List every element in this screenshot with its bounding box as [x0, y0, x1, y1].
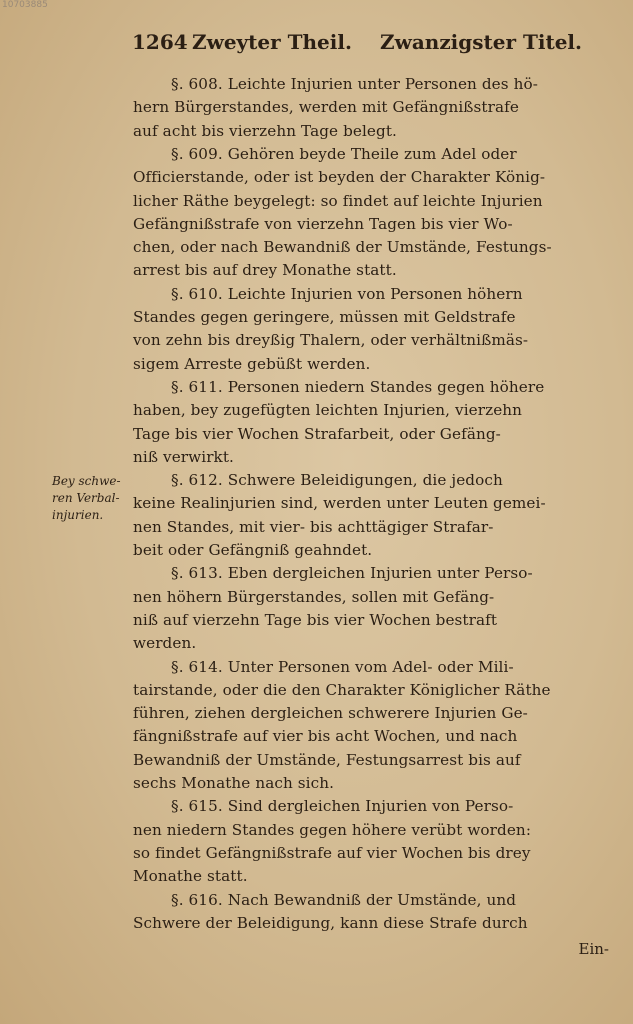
margin-note-line: injurien.: [52, 508, 104, 522]
text-line: Standes gegen geringere, müssen mit Geldstrafe: [133, 308, 516, 326]
text-line: nen niedern Standes gegen höhere verübt worden:: [133, 820, 532, 839]
text-line: hern Bürgerstandes, werden mit Gefängnißstrafe: [133, 98, 519, 117]
running-head-left: Zweyter Theil.: [192, 30, 352, 54]
text-line: von zehn bis dreyßig Thalern, oder verhältnißmäs-: [133, 331, 529, 350]
text-line: §. 610. Leichte Injurien von Personen höhern: [171, 284, 523, 303]
text-line: Officierstande, oder ist beyden der Charakter König-: [133, 168, 546, 187]
text-line: §. 615. Sind dergleichen Injurien von Perso-: [171, 797, 514, 816]
text-line: Monathe statt.: [133, 867, 248, 886]
text-line: sechs Monathe nach sich.: [133, 774, 335, 792]
text-line: Tage bis vier Wochen Strafarbeit, oder Gefäng-: [133, 424, 501, 443]
text-line: haben, bey zugefügten leichten Injurien, vierzehn: [133, 401, 523, 420]
scan-id: 10703885: [2, 0, 48, 10]
page-number: 1264: [132, 30, 188, 54]
text-line: beit oder Gefängniß geahndet.: [133, 541, 373, 559]
text-line: arrest bis auf drey Monathe statt.: [133, 261, 397, 280]
text-line: §. 611. Personen niedern Standes gegen höhere: [171, 377, 545, 396]
page-header: [132, 30, 582, 60]
text-line: niß auf vierzehn Tage bis vier Wochen bestraft: [133, 610, 498, 629]
margin-note-line: ren Verbal-: [52, 491, 120, 505]
text-line: nen Standes, mit vier- bis achttägiger Strafar-: [133, 517, 494, 536]
text-line: keine Realinjurien sind, werden unter Leuten gemei-: [133, 494, 546, 513]
text-line: auf acht bis vierzehn Tage belegt.: [133, 121, 397, 140]
text-line: Bewandniß der Umstände, Festungsarrest bis auf: [133, 750, 521, 769]
margin-note-line: Bey schwe-: [52, 474, 121, 488]
text-line: niß verwirkt.: [133, 447, 234, 466]
catchword: Ein-: [578, 940, 609, 958]
text-line: §. 613. Eben dergleichen Injurien unter Perso-: [171, 564, 533, 583]
text-line: Gefängnißstrafe von vierzehn Tagen bis vier Wo-: [133, 214, 513, 233]
text-line: §. 608. Leichte Injurien unter Personen des hö-: [171, 75, 538, 93]
text-line: §. 609. Gehören beyde Theile zum Adel oder: [171, 144, 517, 163]
text-line: fängnißstrafe auf vier bis acht Wochen, und nach: [133, 727, 518, 746]
text-line: §. 616. Nach Bewandniß der Umstände, und: [171, 890, 517, 909]
text-line: nen höhern Bürgerstandes, sollen mit Gefäng-: [133, 587, 495, 606]
text-line: werden.: [133, 634, 197, 653]
text-line: sigem Arreste gebüßt werden.: [133, 354, 371, 373]
margin-note: [52, 473, 132, 524]
running-head-right: Zwanzigster Titel.: [380, 30, 582, 54]
text-line: licher Räthe beygelegt: so findet auf leichte Injurien: [133, 191, 543, 210]
text-line: §. 614. Unter Personen vom Adel- oder Mili-: [171, 657, 514, 676]
text-line: tairstande, oder die den Charakter Königlicher Räthe: [133, 680, 551, 699]
text-line: chen, oder nach Bewandniß der Umstände, Festungs-: [133, 238, 552, 257]
text-line: so findet Gefängnißstrafe auf vier Wochen bis drey: [133, 843, 531, 862]
text-line: Schwere der Beleidigung, kann diese Strafe durch: [133, 913, 528, 932]
text-line: §. 612. Schwere Beleidigungen, die jedoch: [171, 471, 503, 490]
text-line: führen, ziehen dergleichen schwerere Injurien Ge-: [133, 704, 528, 723]
